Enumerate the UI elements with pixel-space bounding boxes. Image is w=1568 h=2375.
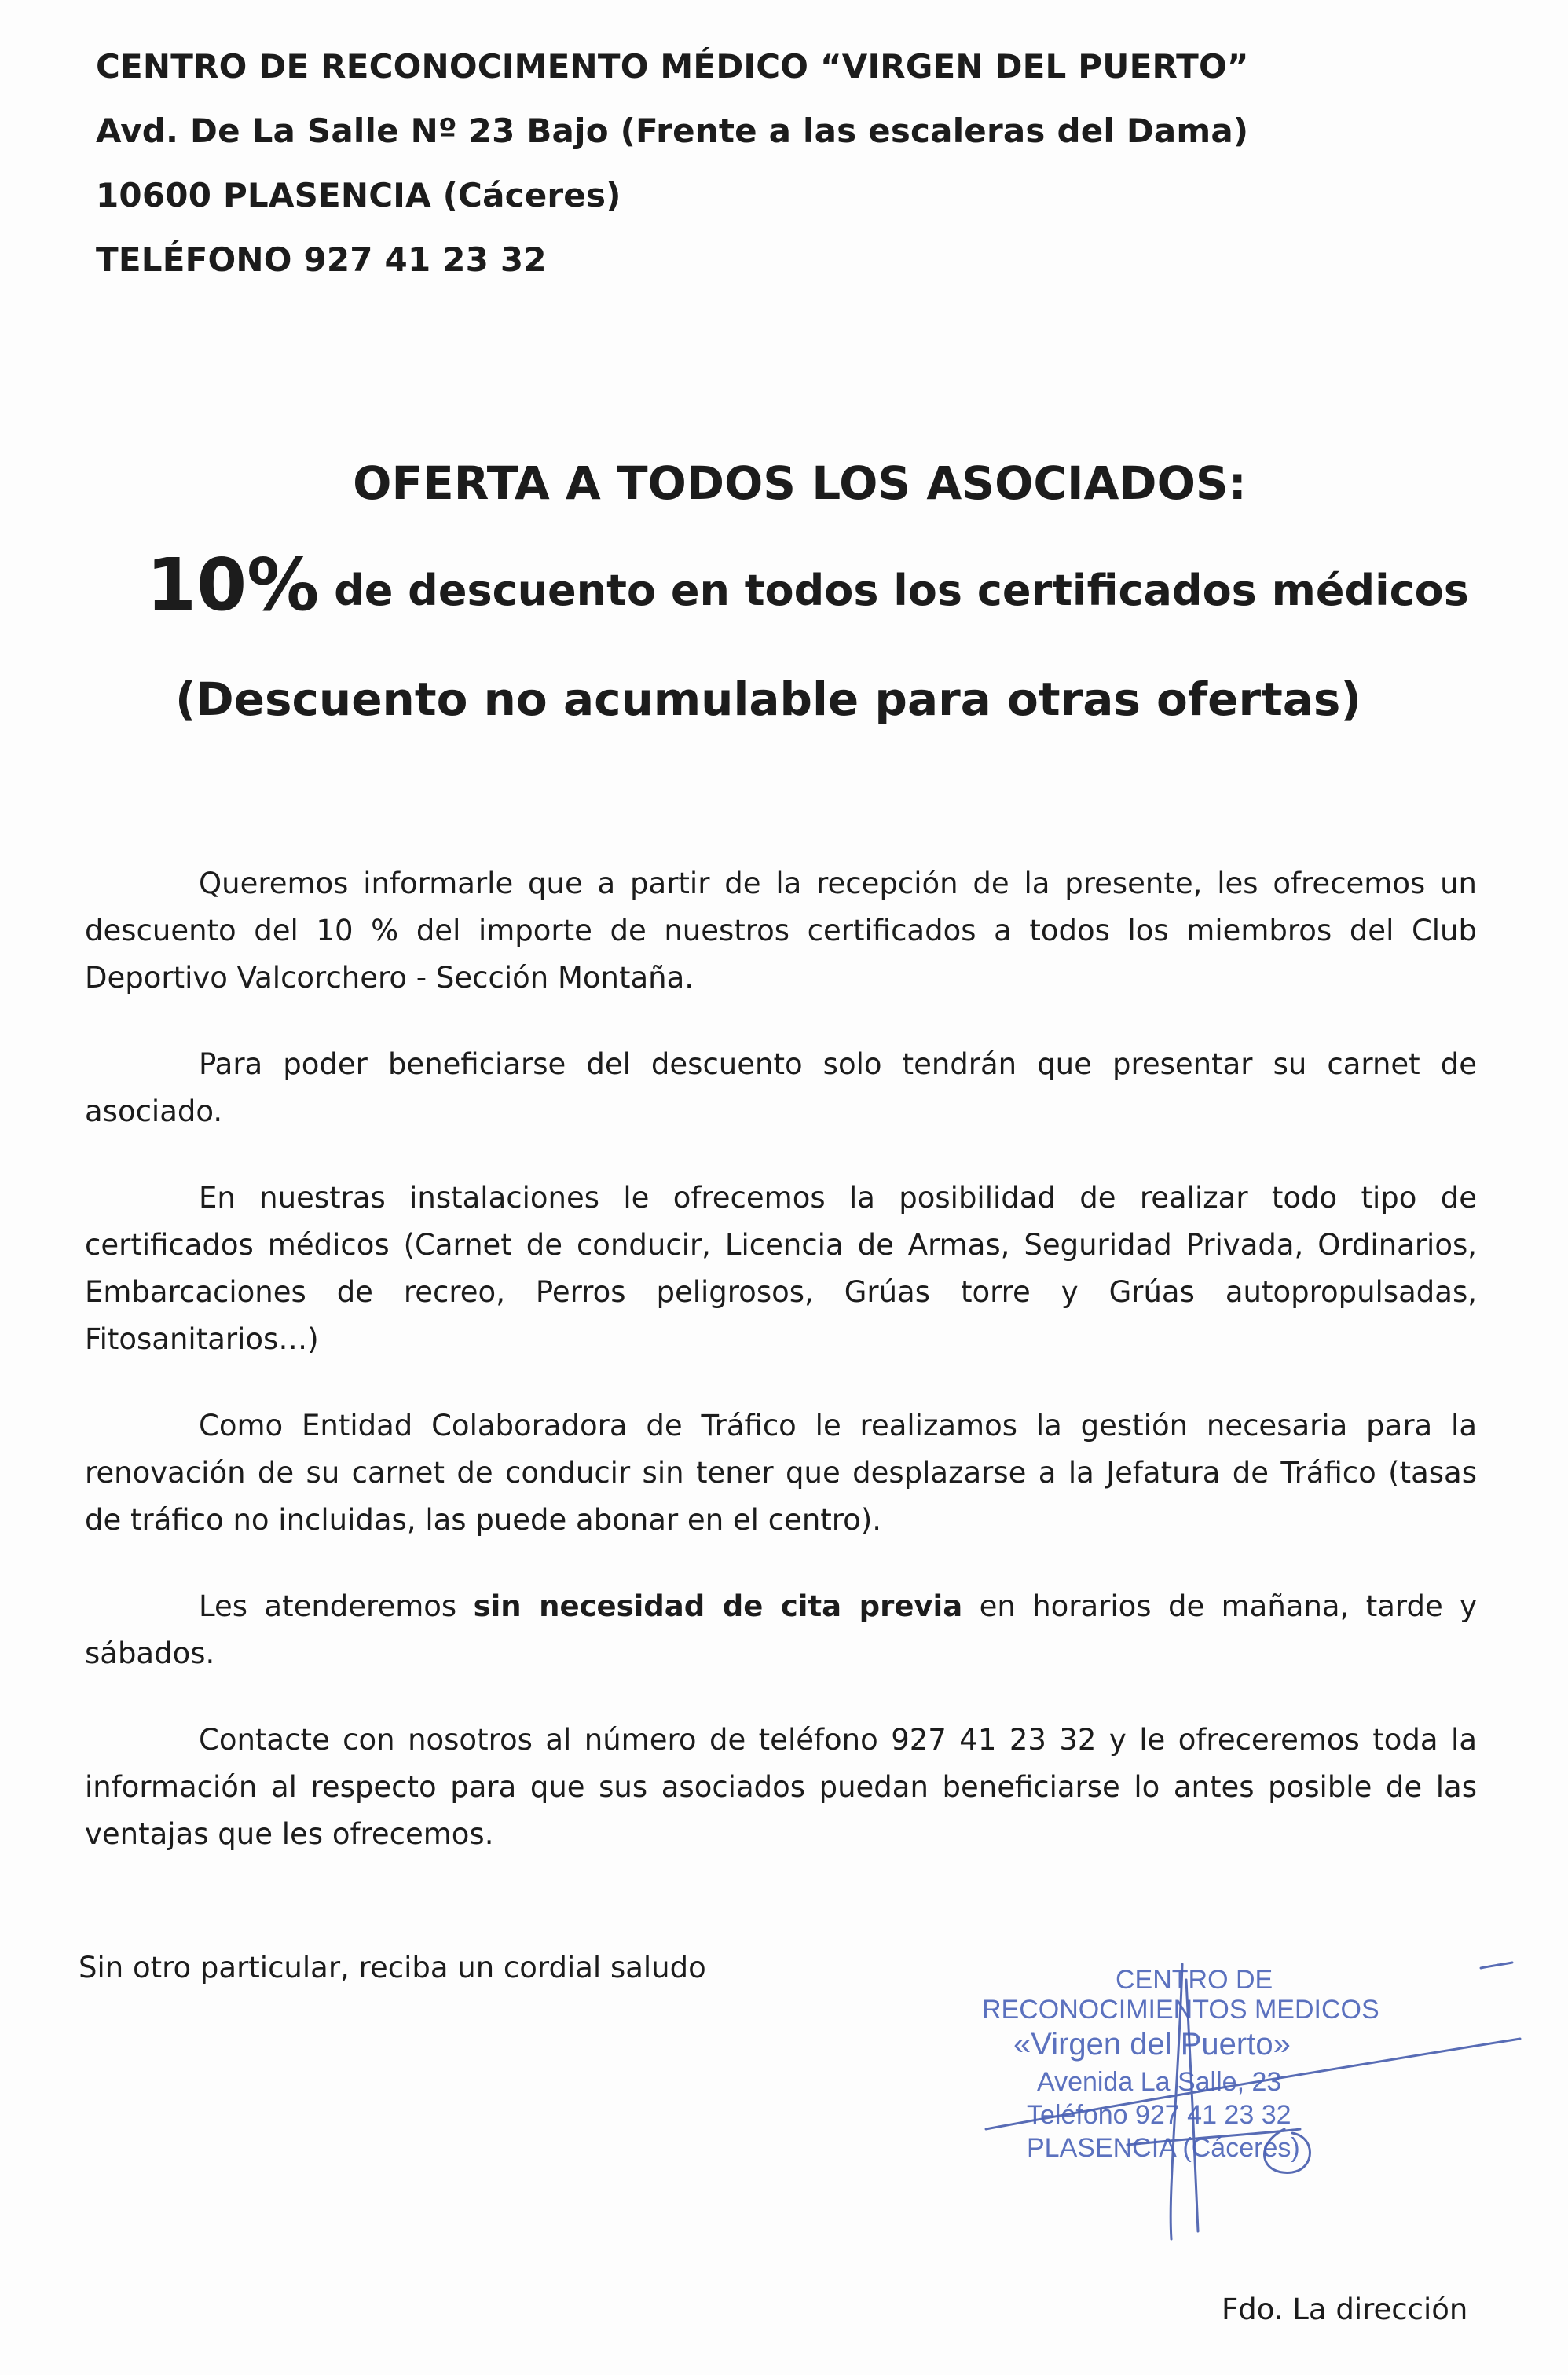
letterhead-city: 10600 PLASENCIA (Cáceres) bbox=[96, 176, 621, 214]
hours-text-before: Les atenderemos bbox=[199, 1589, 474, 1623]
letterhead-center-name: CENTRO DE RECONOCIMENTO MÉDICO “VIRGEN DEL PUERTO” bbox=[96, 47, 1249, 86]
signoff: Fdo. La dirección bbox=[1222, 2293, 1468, 2326]
stamp-line-5: Teléfono 927 41 23 32 bbox=[1027, 2100, 1291, 2130]
closing-line: Sin otro particular, reciba un cordial saludo bbox=[79, 1951, 706, 1985]
paragraph-hours bbox=[85, 1583, 1477, 1677]
stamp-line-3: «Virgen del Puerto» bbox=[1013, 2027, 1291, 2062]
paragraph-eligibility: Para poder beneficiarse del descuento solo tendrán que presentar su carnet de asociado. bbox=[85, 1047, 1477, 1128]
rubber-stamp bbox=[970, 1948, 1536, 2247]
stamp-line-6: PLASENCIA (Cáceres) bbox=[1027, 2133, 1300, 2163]
discount-text: de descuento en todos los certificados médicos bbox=[319, 566, 1469, 615]
discount-percent: 10% bbox=[146, 543, 320, 627]
paragraph-traffic: Como Entidad Colaboradora de Tráfico le realizamos la gestión necesaria para la renovación de su carnet de conducir sin tener que desplazarse a la Jefatura de Tráfico (tasas de tráfico no incluidas, las puede abonar en el centro). bbox=[85, 1409, 1477, 1537]
hours-text-after: en horarios de mañana, tarde y sábados. bbox=[85, 1589, 1477, 1670]
paragraph-contact: Contacte con nosotros al número de teléfono 927 41 23 32 y le ofreceremos toda la información al respecto para que sus asociados puedan beneficiarse lo antes posible de las ventajas que les ofrecemos. bbox=[85, 1723, 1477, 1851]
stamp-line-1: CENTRO DE bbox=[1116, 1965, 1273, 1995]
letterhead-phone: TELÉFONO 927 41 23 32 bbox=[96, 240, 547, 279]
offer-title: OFERTA A TODOS LOS ASOCIADOS: bbox=[353, 456, 1247, 510]
paragraph-intro: Queremos informarle que a partir de la recepción de la presente, les ofrecemos un descuento del 10 % del importe de nuestros certificados a todos los miembros del Club Deportivo Valcorchero - Sección Montaña. bbox=[85, 867, 1477, 995]
stamp-line-2: RECONOCIMIENTOS MEDICOS bbox=[982, 1995, 1379, 2025]
letter-body bbox=[85, 860, 1477, 1897]
hours-text-bold: sin necesidad de cita previa bbox=[473, 1589, 963, 1623]
paragraph-services: En nuestras instalaciones le ofrecemos la posibilidad de realizar todo tipo de certificados médicos (Carnet de conducir, Licencia de Armas, Seguridad Privada, Ordinarios, Embarcaciones de recreo, Perros peligrosos, Grúas torre y Grúas autopropulsadas, Fitosanitarios…) bbox=[85, 1181, 1477, 1356]
discount-note: (Descuento no acumulable para otras ofertas) bbox=[175, 673, 1361, 726]
discount-headline bbox=[24, 542, 1568, 634]
letterhead bbox=[96, 46, 1447, 303]
stamp-line-4: Avenida La Salle, 23 bbox=[1037, 2067, 1282, 2097]
letterhead-address: Avd. De La Salle Nº 23 Bajo (Frente a las escaleras del Dama) bbox=[96, 112, 1249, 150]
